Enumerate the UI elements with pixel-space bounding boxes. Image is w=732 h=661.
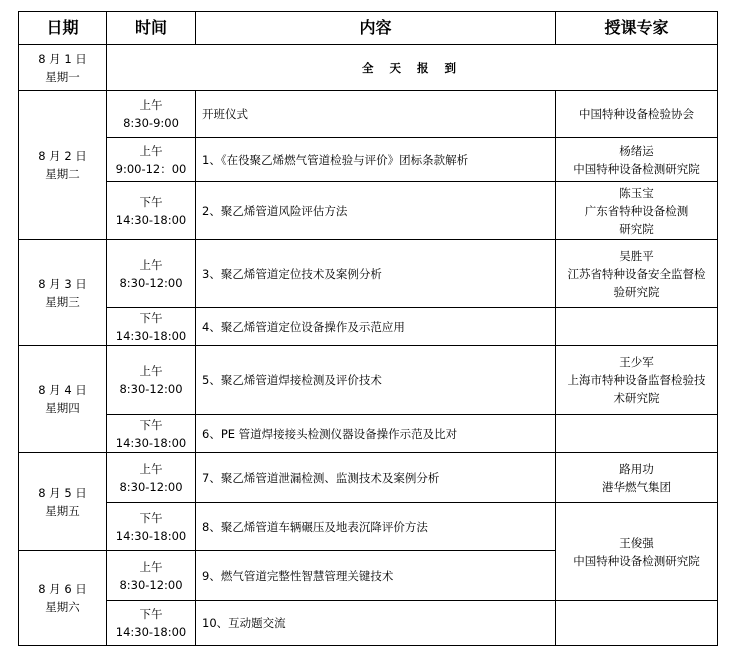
time-cell: 上午 8:30-12:00	[107, 551, 196, 601]
time-cell: 下午 14:30-18:00	[107, 601, 196, 646]
content-cell: 7、聚乙烯管道泄漏检测、监测技术及案例分析	[196, 453, 556, 503]
table-row	[19, 240, 718, 308]
date-cell: 8 月 2 日 星期二	[19, 91, 107, 240]
content-cell: 3、聚乙烯管道定位技术及案例分析	[196, 240, 556, 308]
expert-cell-empty	[556, 601, 718, 646]
content-cell: 1、《在役聚乙烯燃气管道检验与评价》团标条款解析	[196, 138, 556, 182]
time-cell: 下午 14:30-18:00	[107, 415, 196, 453]
expert-cell: 陈玉宝 广东省特种设备检测 研究院	[556, 182, 718, 240]
content-cell: 开班仪式	[196, 91, 556, 138]
time-cell: 下午 14:30-18:00	[107, 308, 196, 346]
time-cell: 上午 8:30-9:00	[107, 91, 196, 138]
content-cell: 10、互动题交流	[196, 601, 556, 646]
table-row	[19, 182, 718, 240]
time-cell: 上午 8:30-12:00	[107, 240, 196, 308]
expert-cell-empty	[556, 308, 718, 346]
expert-cell: 路用功 港华燃气集团	[556, 453, 718, 503]
table-row	[19, 45, 718, 91]
time-cell: 上午 8:30-12:00	[107, 453, 196, 503]
table-row	[19, 138, 718, 182]
content-cell: 6、PE 管道焊接接头检测仪器设备操作示范及比对	[196, 415, 556, 453]
content-cell: 5、聚乙烯管道焊接检测及评价技术	[196, 346, 556, 415]
expert-cell: 吴胜平 江苏省特种设备安全监督检 验研究院	[556, 240, 718, 308]
time-cell: 上午 9:00-12：00	[107, 138, 196, 182]
date-cell: 8 月 3 日 星期三	[19, 240, 107, 346]
content-cell: 9、燃气管道完整性智慧管理关键技术	[196, 551, 556, 601]
table-row	[19, 91, 718, 138]
table-row	[19, 601, 718, 646]
time-cell: 下午 14:30-18:00	[107, 503, 196, 551]
time-cell: 下午 14:30-18:00	[107, 182, 196, 240]
expert-cell: 杨绪运 中国特种设备检测研究院	[556, 138, 718, 182]
date-cell: 8 月 5 日 星期五	[19, 453, 107, 551]
table-row	[19, 346, 718, 415]
expert-cell: 王少军 上海市特种设备监督检验技 术研究院	[556, 346, 718, 415]
header-time: 时间	[107, 12, 196, 45]
schedule-table	[18, 11, 718, 646]
expert-cell-empty	[556, 415, 718, 453]
arrival-cell: 全 天 报 到	[107, 45, 718, 91]
content-cell: 2、聚乙烯管道风险评估方法	[196, 182, 556, 240]
date-cell: 8 月 4 日 星期四	[19, 346, 107, 453]
table-row	[19, 415, 718, 453]
table-row	[19, 308, 718, 346]
table-row	[19, 453, 718, 503]
time-cell: 上午 8:30-12:00	[107, 346, 196, 415]
header-row	[19, 12, 718, 45]
expert-cell: 中国特种设备检验协会	[556, 91, 718, 138]
header-content: 内容	[196, 12, 556, 45]
date-cell: 8 月 1 日 星期一	[19, 45, 107, 91]
expert-cell: 王俊强 中国特种设备检测研究院	[556, 503, 718, 601]
content-cell: 8、聚乙烯管道车辆碾压及地表沉降评价方法	[196, 503, 556, 551]
date-cell: 8 月 6 日 星期六	[19, 551, 107, 646]
content-cell: 4、聚乙烯管道定位设备操作及示范应用	[196, 308, 556, 346]
table-row	[19, 503, 718, 551]
header-date: 日期	[19, 12, 107, 45]
header-expert: 授课专家	[556, 12, 718, 45]
